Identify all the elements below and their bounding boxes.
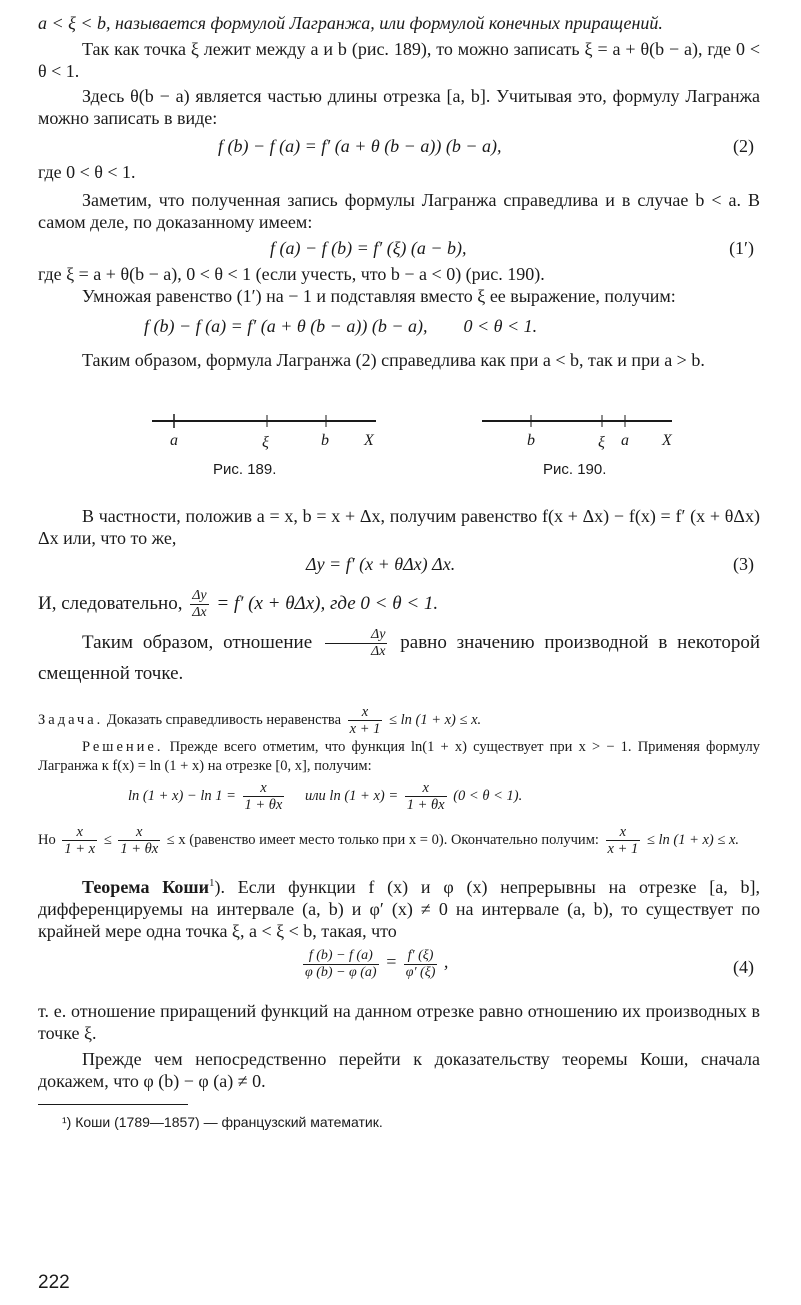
equation-3-body: Δy = f′ (x + θΔx) Δx. <box>306 554 456 574</box>
equation-1-prime <box>38 233 760 263</box>
equation-1-prime-body: f (a) − f (b) = f′ (ξ) (a − b), <box>270 238 467 258</box>
page-body <box>38 12 760 1133</box>
figure-189 <box>148 395 408 455</box>
task-block <box>38 702 760 860</box>
paragraph-ratio <box>38 627 760 688</box>
task-statement <box>38 702 760 738</box>
fraction-dy-dx-2: $\frac{\Delta y}{\Delta x}$ <box>325 627 387 660</box>
footnote-rule <box>38 1104 188 1105</box>
equation-4-number: (4) <box>733 957 754 978</box>
fig190-label-a: a <box>621 432 629 449</box>
consequently-tail: = f′ (x + θΔx), где 0 < θ < 1. <box>216 593 439 614</box>
equation-3-number: (3) <box>733 554 754 574</box>
equation-4: $\frac{f (b) - f (a)}{\varphi (b) - \varphi (a)}$ = $\frac{f' (\xi)}{\varphi' (\xi)}$ , (4) <box>305 948 754 981</box>
paragraph-xi-expression: где ξ = a + θ(b − a), 0 < θ < 1 (если учесть, что b − a < 0) (рис. 190). <box>38 264 545 284</box>
task-tail: ≤ ln (1 + x) ≤ x. <box>389 712 482 729</box>
equation-multiplied-body: f (b) − f (a) = f′ (a + θ (b − a)) (b − a), 0 < θ < 1. <box>144 316 538 336</box>
fig189-label-x: X <box>364 432 374 449</box>
task-fraction: $\frac{x}{x + 1}$ <box>349 704 381 738</box>
footnote: ¹) Коши (1789—1857) — французский математик. <box>62 1114 383 1131</box>
paragraph-theta-range: где 0 < θ < 1. <box>38 162 136 182</box>
cauchy-theorem <box>38 872 760 942</box>
equation-2-number: (2) <box>733 136 754 156</box>
paragraph-conclusion: Таким образом, формула Лагранжа (2) справедлива как при a < b, так и при a > b. <box>82 350 705 370</box>
figure-190-caption: Рис. 190. <box>543 461 607 478</box>
figures <box>38 371 760 483</box>
solution-body: Прежде всего отметим, что функция ln(1 + x) существует при x > − 1. Применяя формулу Лагранжа к f(x) = ln (1 + x) на отрезке [0, x], получим: <box>38 739 761 775</box>
task-text: Доказать справедливость неравенства <box>106 712 342 729</box>
equation-3 <box>38 549 760 579</box>
page-number: 222 <box>38 1272 70 1293</box>
equation-1-prime-number: (1′) <box>729 238 754 258</box>
task-label: Задача. <box>38 712 104 729</box>
equation-2 <box>38 131 760 161</box>
paragraph-case-b-less-a: Заметим, что полученная запись формулы Лагранжа справедлива и в случае b < a. В самом деле, по доказанному имеем: <box>38 190 760 232</box>
paragraph-multiply: Умножая равенство (1′) на − 1 и подставляя вместо ξ ее выражение, получим: <box>82 286 676 306</box>
fig190-label-b: b <box>527 432 535 449</box>
ratio-tail: равно значению производной в некоторой смещенной точке. <box>38 632 761 685</box>
paragraph-lagrange-form: Здесь θ(b − a) является частью длины отрезка [a, b]. Учитывая это, формулу Лагранжа можно записать в виде: <box>38 86 760 128</box>
equation-multiplied <box>38 311 760 341</box>
solution-label: Решение. <box>82 739 164 756</box>
paragraph-before-proof: Прежде чем непосредственно перейти к доказательству теоремы Коши, сначала докажем, что φ (b) − φ (a) ≠ 0. <box>38 1049 760 1092</box>
cauchy-footnote-ref: 1 <box>208 877 215 890</box>
fig190-label-x: X <box>662 432 672 449</box>
paragraph-consequently <box>38 587 760 621</box>
fraction-dy-dx: $\frac{\Delta y}{\Delta x}$ <box>192 588 207 621</box>
ratio-text: Таким образом, отношение <box>82 632 313 653</box>
figure-190 <box>478 395 708 455</box>
fig190-label-xi: ξ <box>598 434 605 451</box>
consequently-text: И, следовательно, <box>38 593 183 614</box>
paragraph-in-particular: В частности, положив a = x, b = x + Δx, получим равенство f(x + Δx) − f(x) = f′ (x + θΔx) Δx или, что то же, <box>38 506 760 548</box>
figure-189-caption: Рис. 189. <box>213 461 277 478</box>
paragraph-xi-between: Так как точка ξ лежит между a и b (рис. 189), то можно записать ξ = a + θ(b − a), где 0 < θ < 1. <box>38 39 760 81</box>
cauchy-text: ). Если функции f (x) и φ (x) непрерывны на отрезке [a, b], дифференцируемы на интервале (a, b) и φ′ (x) ≠ 0 на интервале (a, b), то существует по крайней мере одна точка ξ, a < ξ < b, такая, что <box>38 877 760 942</box>
fig189-label-xi: ξ <box>262 434 269 451</box>
paragraph-ratio-increments: т. е. отношение приращений функций на данном отрезке равно отношению их производных в точке ξ. <box>38 1001 760 1044</box>
equation-2-body: f (b) − f (a) = f′ (a + θ (b − a)) (b − a), <box>218 136 502 156</box>
solution-text <box>38 738 760 776</box>
solution-equation: ln (1 + x) − ln 1 = $\frac{x}{1 + \theta x}$ или ln (1 + x) = $\frac{x}{1 + \theta x}$ (0 < θ < 1). <box>128 780 523 814</box>
solution-but: Но $\frac{x}{1 + x}$ ≤ $\frac{x}{1 + \theta x}$ ≤ x (равенство имеет место только при x = 0). Окончательно получим: $\frac{x}{x + 1}$ ≤ ln (1 + x) ≤ x. <box>38 824 740 858</box>
fig189-label-a: a <box>170 432 178 449</box>
cauchy-label: Теорема Коши <box>82 877 209 898</box>
fig189-label-b: b <box>321 432 329 449</box>
paragraph-lagrange-name: a < ξ < b, называется формулой Лагранжа, или формулой конечных приращений. <box>38 13 663 33</box>
